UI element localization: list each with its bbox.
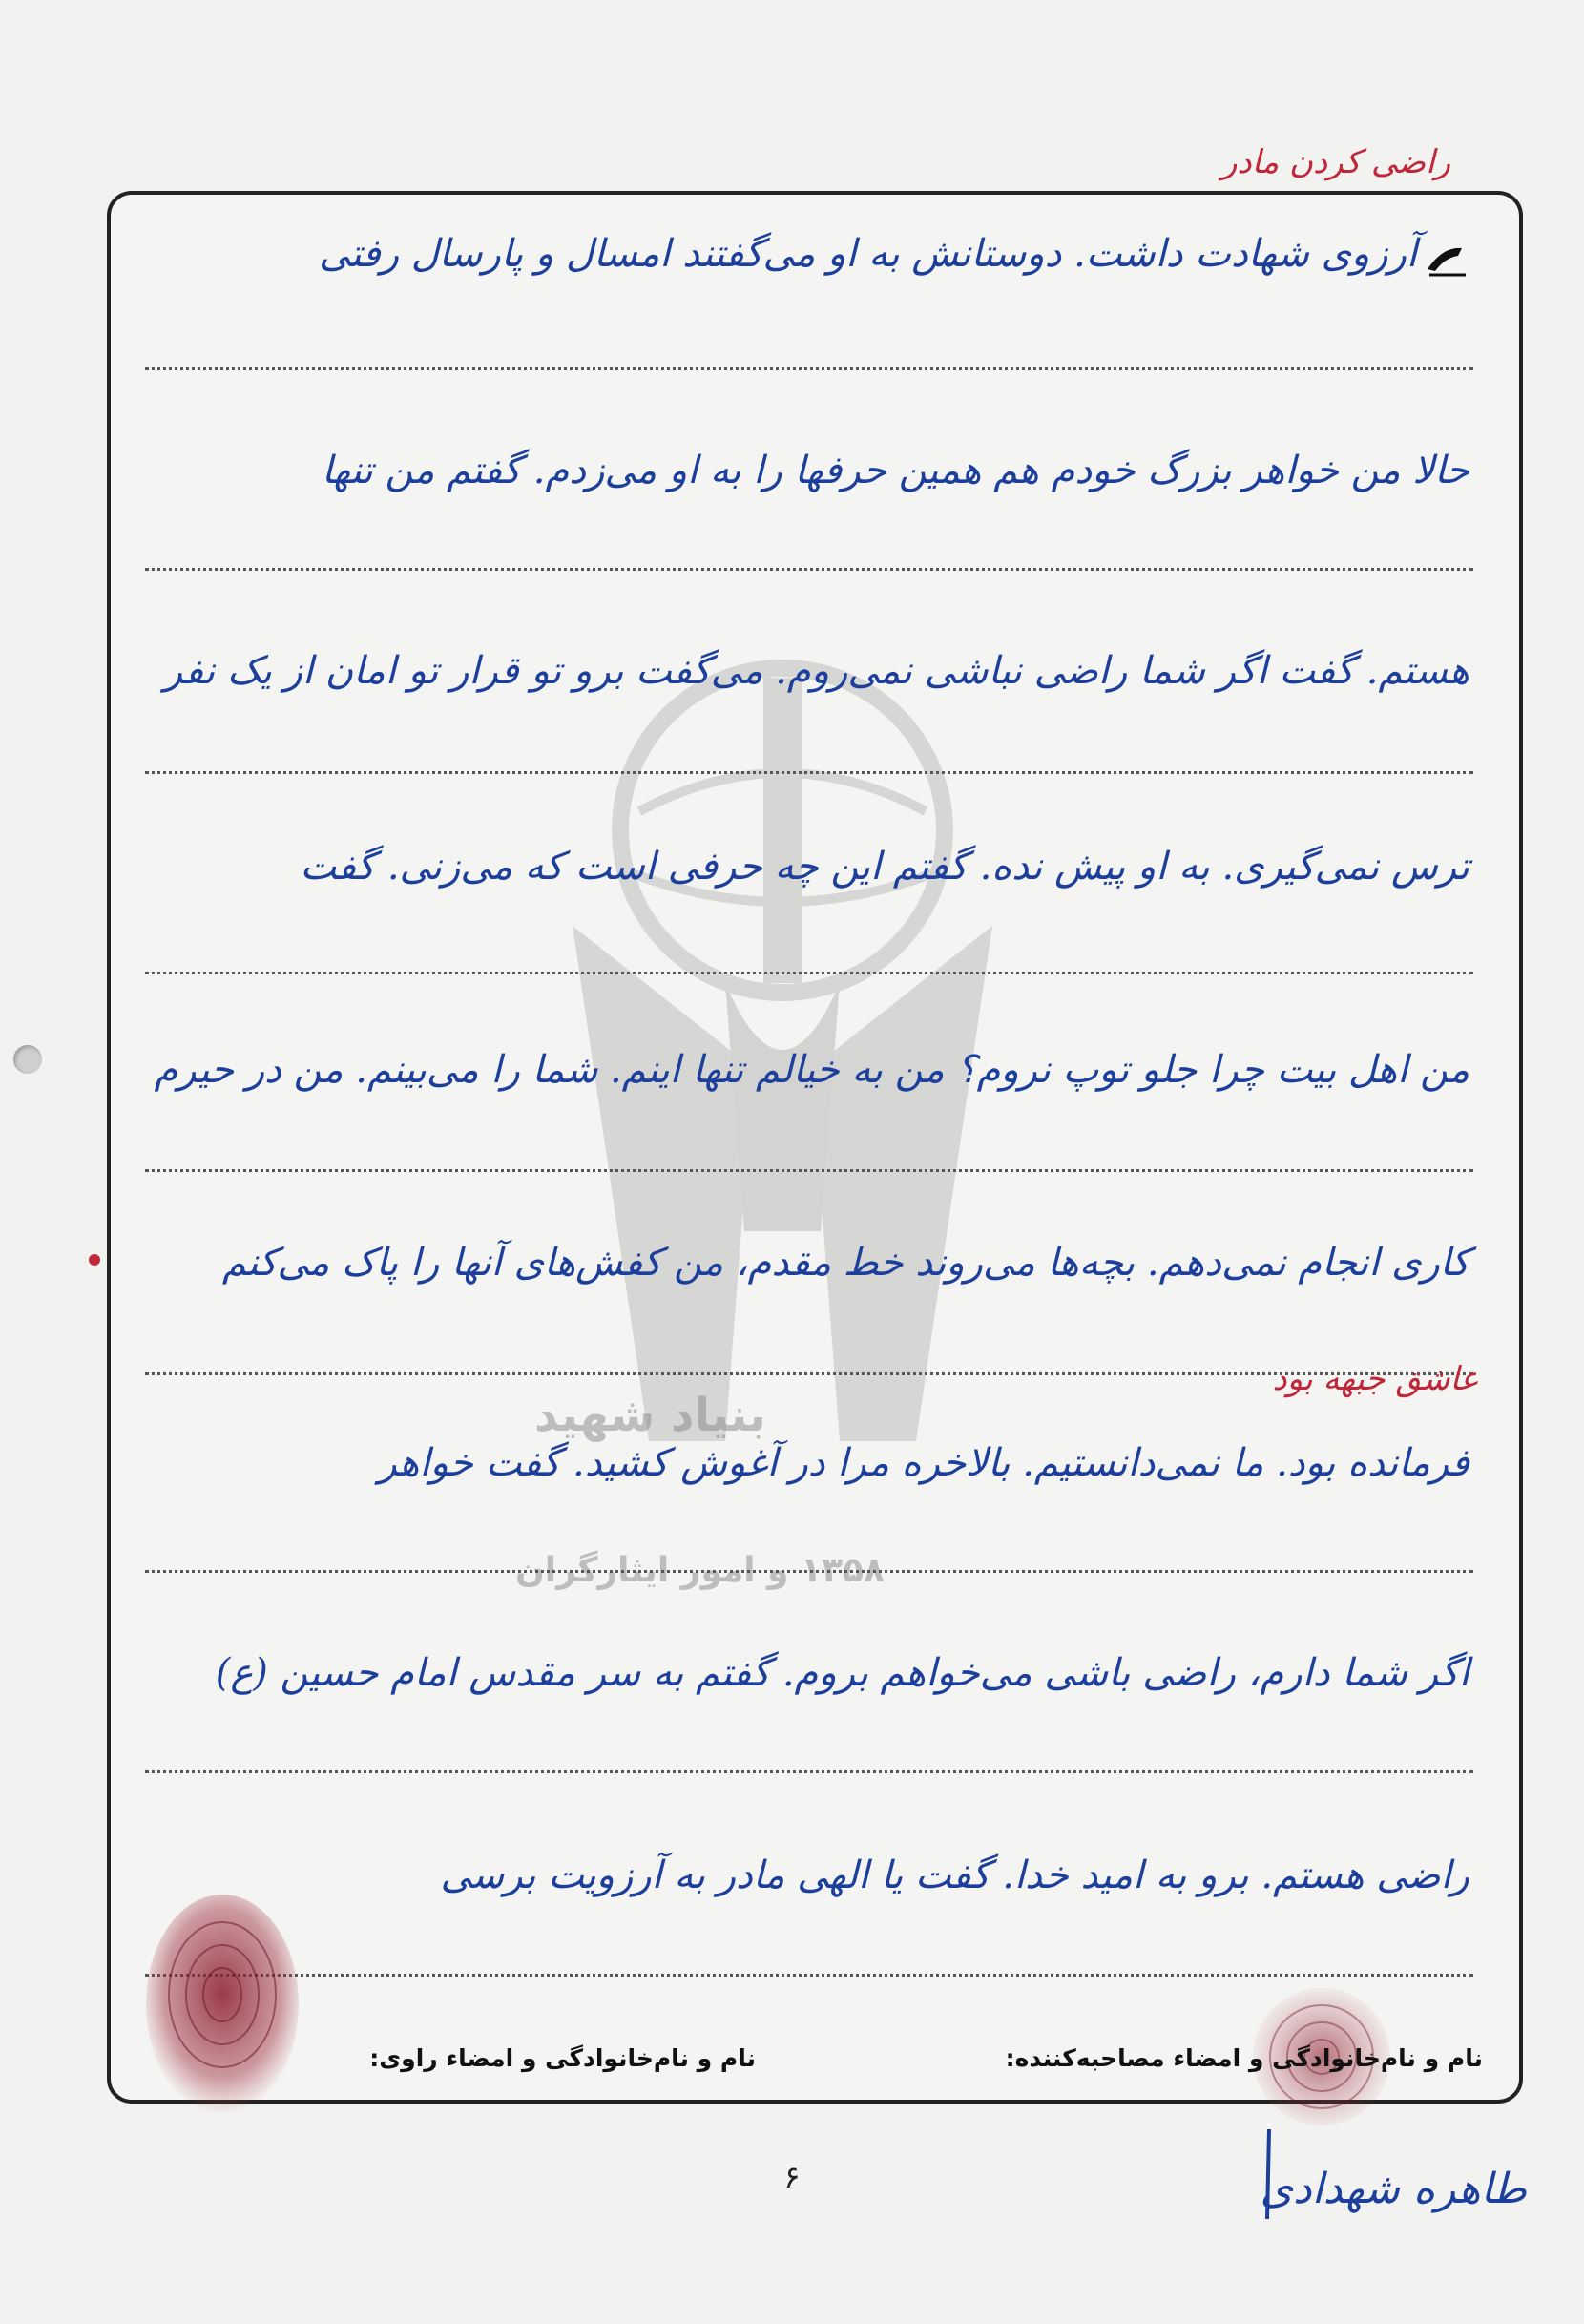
handwritten-line: اگر شما دارم، راضی باشی می‌خواهم بروم. گفتم به سر مقدس امام حسین (ع) — [215, 1651, 1469, 1695]
handwritten-line: من اهل بیت چرا جلو توپ نروم؟ من به خیالم تنها اینم. شما را می‌بینم. من در حیرم — [154, 1048, 1469, 1092]
narrator-signature-label: نام و نام‌خانوادگی و امضاء راوی: — [369, 2044, 756, 2072]
page-number: ۶ — [783, 2159, 801, 2195]
dotted-rule — [145, 771, 1473, 774]
margin-note: راضی کردن مادر — [1221, 143, 1450, 181]
dotted-rule — [145, 1770, 1473, 1773]
handwritten-line: راضی هستم. برو به امید خدا. گفت یا الهی مادر به آرزویت برسی — [440, 1853, 1469, 1897]
dotted-rule — [145, 568, 1473, 571]
watermark-year: ۱۳۵۸ و امور ایثارگران — [515, 1551, 885, 1590]
dotted-rule — [145, 1974, 1473, 1977]
ink-dot — [89, 1254, 100, 1266]
dotted-rule — [145, 972, 1473, 974]
bottom-signature: طاهره شهدادی — [1260, 2165, 1527, 2213]
handwritten-line: فرمانده بود. ما نمی‌دانستیم. بالاخره مرا در آغوش کشید. گفت خواهر — [378, 1441, 1469, 1485]
watermark-org: بنیاد شهید — [534, 1389, 766, 1442]
dotted-rule — [145, 367, 1473, 370]
inline-note: عاشق جبهه بود — [1272, 1360, 1479, 1398]
handwritten-line: هستم. گفت اگر شما راضی نباشی نمی‌روم. می‌گفت برو تو قرار تو امان از یک نفر — [163, 649, 1469, 693]
interviewer-signature-label: نام و نام‌خانوادگی و امضاء مصاحبه‌کننده: — [1005, 2044, 1483, 2072]
handwritten-line: ترس نمی‌گیری. به او پیش نده. گفتم این چه حرفی است که می‌زنی. گفت — [300, 845, 1469, 889]
handwritten-line: کاری انجام نمی‌دهم. بچه‌ها می‌روند خط مقدم، من کفش‌های آنها را پاک می‌کنم — [221, 1241, 1469, 1285]
fingerprint-icon — [141, 1890, 303, 2119]
dotted-rule — [145, 1169, 1473, 1172]
pen-icon — [1424, 241, 1469, 279]
handwritten-line: آرزوی شهادت داشت. دوستانش به او می‌گفتند امسال و پارسال رفتی — [319, 232, 1417, 276]
dotted-rule — [145, 1570, 1473, 1573]
handwritten-line: حالا من خواهر بزرگ خودم هم همین حرفها را به او می‌زدم. گفتم من تنها — [321, 449, 1469, 492]
binder-hole — [13, 1045, 42, 1074]
